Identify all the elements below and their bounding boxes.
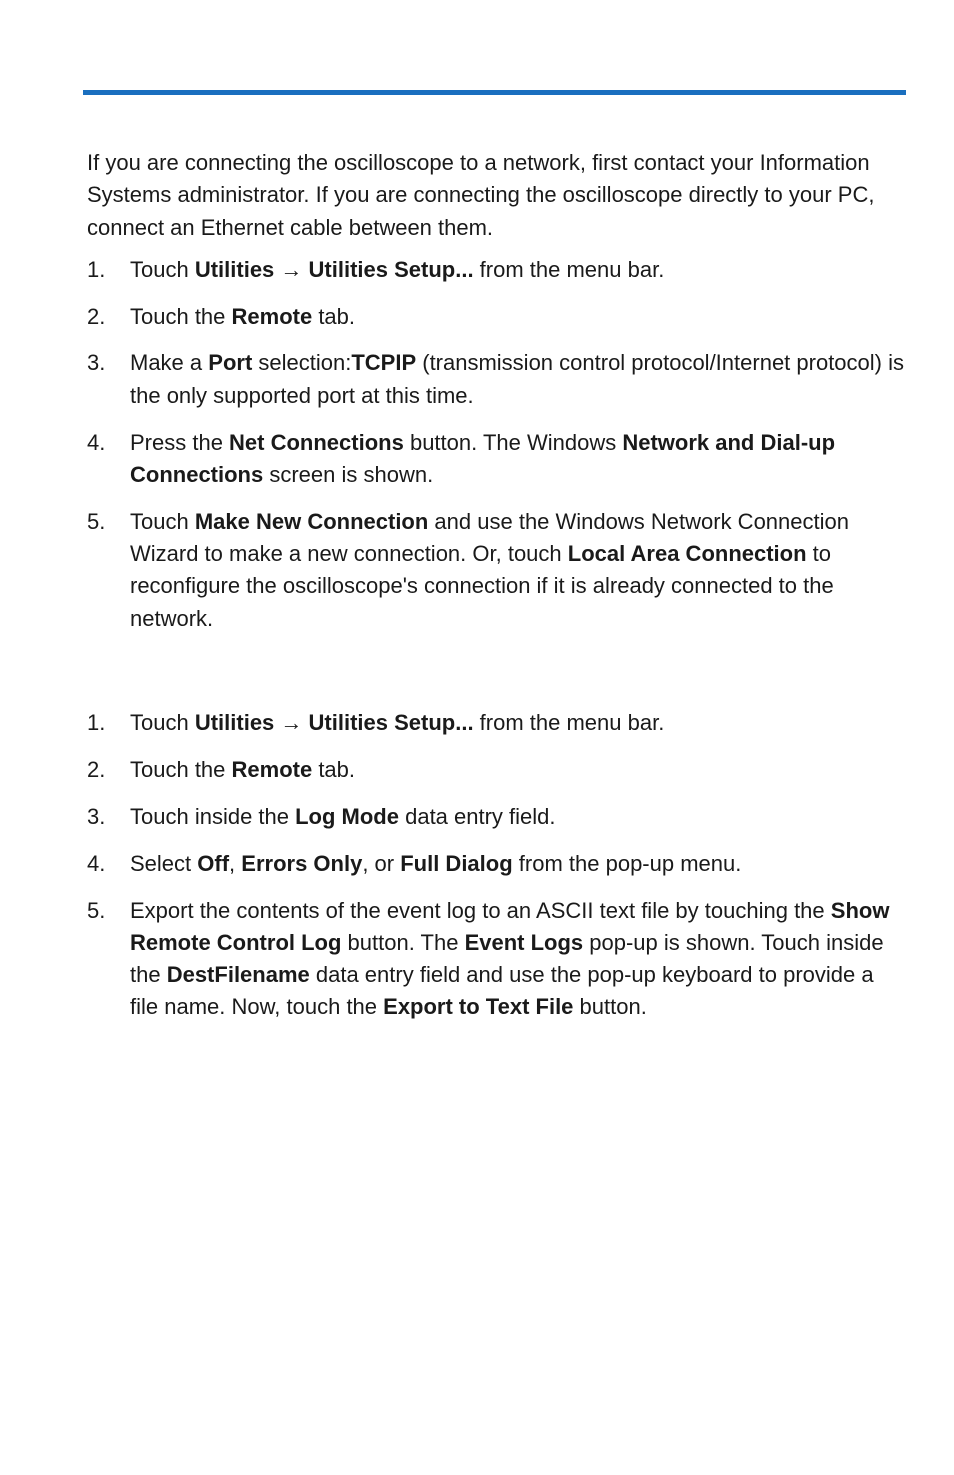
step-text-run: screen is shown. (263, 461, 434, 487)
step-item (87, 848, 907, 880)
step-number: 1. (87, 710, 106, 736)
step-text-run: data entry field and use the pop-up keyboard to provide a file name. Now, touch the (130, 962, 874, 1020)
bold-ui-term: Utilities Setup... (308, 256, 474, 282)
bold-ui-term: Full Dialog (400, 850, 513, 876)
step-text-run: selection: (252, 350, 352, 376)
step-number: 3. (87, 350, 106, 376)
bold-ui-term: Net Connections (229, 429, 404, 455)
step-number: 2. (87, 303, 106, 329)
bold-ui-term: Export to Text File (383, 994, 574, 1020)
step-text (130, 509, 849, 631)
step-text-run: (transmission control protocol/Internet protocol) is the only supported port at this time. (130, 350, 904, 408)
step-text-run: Press the (130, 429, 230, 455)
bold-ui-term: Remote (231, 303, 313, 329)
step-number: 5. (87, 897, 106, 923)
step-number: 1. (87, 256, 106, 282)
step-text (130, 350, 904, 407)
step-text-run: tab. (312, 757, 356, 783)
intro-paragraph: If you are connecting the oscilloscope to a network, first contact your Information Systems administrator. If you are connecting the oscilloscope directly to your PC, connect an Ethernet cable between them. (87, 150, 875, 240)
bold-ui-term: Off (197, 850, 230, 876)
bold-ui-term: Utilities Setup... (308, 710, 474, 736)
network-setup-steps (87, 254, 907, 635)
step-text-run: pop-up is shown. Touch inside the (130, 929, 884, 988)
step-text-run: button. The (341, 929, 465, 955)
step-text-run: from the menu bar. (473, 710, 665, 736)
step-item (87, 254, 907, 286)
step-text (130, 430, 835, 487)
step-text-run: button. (573, 994, 647, 1020)
bold-ui-term: Utilities (194, 710, 275, 736)
step-text-run: to reconfigure the oscilloscope's connection if it is already connected to the network. (130, 540, 834, 631)
step-text (130, 804, 556, 829)
step-item (87, 506, 907, 635)
step-text-run: , or (362, 850, 401, 876)
step-text-run: button. The Windows (403, 429, 623, 455)
step-text-run: Touch inside the (130, 803, 296, 829)
bold-ui-term: Network and Dial-up Connections (130, 429, 836, 487)
step-item (87, 754, 907, 786)
step-text-run: and use the Windows Network Connection Wizard to make a new connection. Or, touch (130, 508, 849, 566)
step-text-run: Make a (130, 350, 209, 376)
step-text-run: Export the contents of the event log to an ASCII text file by touching the (130, 897, 831, 923)
step-text-run: Touch (130, 710, 195, 736)
step-number: 2. (87, 757, 106, 783)
bold-ui-term: Utilities (194, 256, 275, 282)
step-item (87, 301, 907, 333)
step-text-run: → (274, 256, 309, 282)
bold-ui-term: Errors Only (241, 850, 363, 876)
step-text-run: Touch (130, 256, 195, 282)
step-item (87, 707, 907, 739)
bold-ui-term: Remote (231, 757, 313, 783)
step-text (130, 257, 664, 282)
step-text-run: , (229, 850, 242, 876)
step-text-run: Touch (130, 508, 195, 534)
step-text-run: Select (130, 850, 198, 876)
step-item (87, 801, 907, 833)
step-text-run: Touch the (130, 757, 232, 783)
bold-ui-term: Port (208, 350, 253, 376)
step-text-run: data entry field. (398, 803, 556, 829)
step-text (130, 898, 889, 1020)
bold-ui-term: Show Remote Control Log (130, 897, 890, 955)
step-text (130, 757, 355, 782)
section-gap (87, 649, 907, 707)
step-number: 3. (87, 803, 106, 829)
step-text-run: from the menu bar. (473, 256, 665, 282)
bold-ui-term: Make New Connection (194, 508, 429, 534)
log-mode-steps (87, 707, 907, 1023)
step-item (87, 347, 907, 412)
step-text (130, 304, 355, 329)
step-text-run: from the pop-up menu. (512, 850, 742, 876)
step-text-run: tab. (312, 303, 356, 329)
bold-ui-term: DestFilename (166, 962, 310, 988)
header-rule (83, 90, 906, 95)
step-text (130, 710, 664, 735)
step-text-run: → (274, 710, 309, 736)
step-number: 5. (87, 508, 106, 534)
bold-ui-term: Log Mode (295, 803, 399, 829)
step-item (87, 895, 907, 1024)
step-number: 4. (87, 850, 106, 876)
step-text-run: Touch the (130, 303, 232, 329)
bold-ui-term: TCPIP (351, 350, 417, 376)
bold-ui-term: Event Logs (464, 929, 584, 955)
step-number: 4. (87, 429, 106, 455)
step-item (87, 427, 907, 492)
step-text (130, 851, 741, 876)
bold-ui-term: Local Area Connection (567, 540, 807, 566)
document-body (87, 147, 907, 1038)
